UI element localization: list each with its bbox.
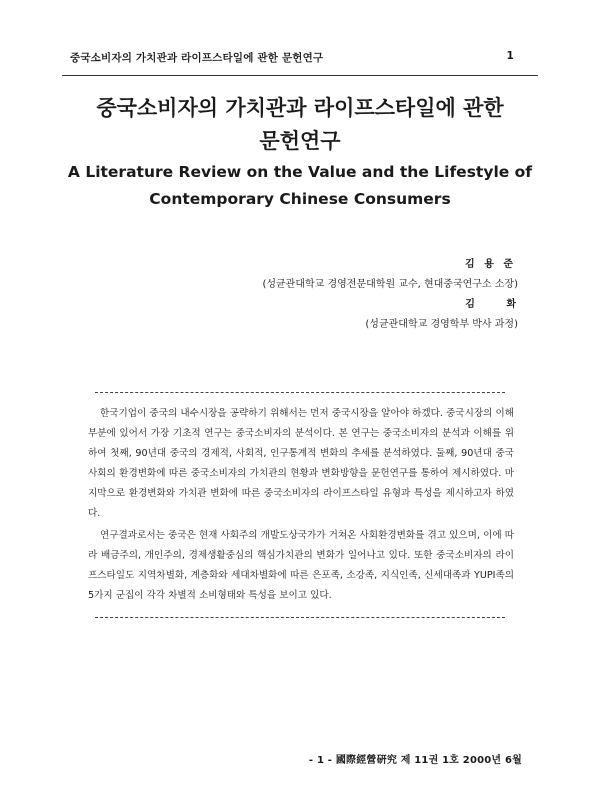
korean-title-line2: 문헌연구 xyxy=(259,129,341,153)
page-footer: - 1 - 國際經營硏究 제 11권 1호 2000년 6월 xyxy=(308,755,522,766)
korean-title-line1: 중국소비자의 가치관과 라이프스타일에 관한 xyxy=(96,96,504,120)
abstract xyxy=(88,404,514,608)
running-head-title: 중국소비자의 가치관과 라이프스타일에 관한 문헌연구 xyxy=(70,52,324,64)
author-name-1: 김 용 준 xyxy=(465,259,516,270)
english-title-line2: Contemporary Chinese Consumers xyxy=(149,190,451,208)
abstract-bottom-dashed-rule xyxy=(95,617,505,618)
english-title xyxy=(50,159,550,213)
korean-title xyxy=(60,92,540,158)
author-name-2: 김 화 xyxy=(465,299,530,310)
abstract-paragraph-1: 한국기업이 중국의 내수시장을 공략하기 위해서는 먼저 중국시장을 알아야 하겠다. 중국시장의 이해부분에 있어서 가장 기초적 연구는 중국소비자의 분석이다. 본 연구는 중국소비자의 분석과 이해를 위하여 첫째, 90년대 중국의 경제적, 사회적, 인구통계적 변화의 추세를 분석하였다. 둘째, 90년대 중국사회의 환경변화에 따른 중국소비자의 가치관의 현황과 변화방향을 문헌연구를 통하여 제시하였다. 마지막으로 환경변화와 가치관 변화에 따른 중국소비자의 라이프스타일 유형과 특성을 제시하고자 하였다. xyxy=(88,408,514,519)
author-affiliation-2: (성균관대학교 경영학부 박사 과정) xyxy=(365,319,518,330)
author-affiliation-1: (성균관대학교 경영전문대학원 교수, 현대중국연구소 소장) xyxy=(262,279,518,290)
abstract-top-dashed-rule xyxy=(95,392,505,393)
english-title-line1: A Literature Review on the Value and the Lifestyle of xyxy=(67,163,533,181)
running-head-page-number: 1 xyxy=(506,50,514,62)
running-head xyxy=(70,50,514,65)
abstract-paragraph-2: 연구결과로서는 중국은 현재 사회주의 개발도상국가가 거쳐온 사회환경변화를 겪고 있으며, 이에 따라 배금주의, 개인주의, 경제생활중심의 핵심가치관의 변화가 일어나고 있다. 또한 중국소비자의 라이프스타일도 지역차별화, 계층화와 세대차별화에 따른 은포족, 소강족, 지식인족, 신세대족과 YUPI족의 5가지 군집이 각각 차별적 소비형태와 특성을 보이고 있다. xyxy=(88,530,514,601)
header-rule xyxy=(62,75,538,76)
